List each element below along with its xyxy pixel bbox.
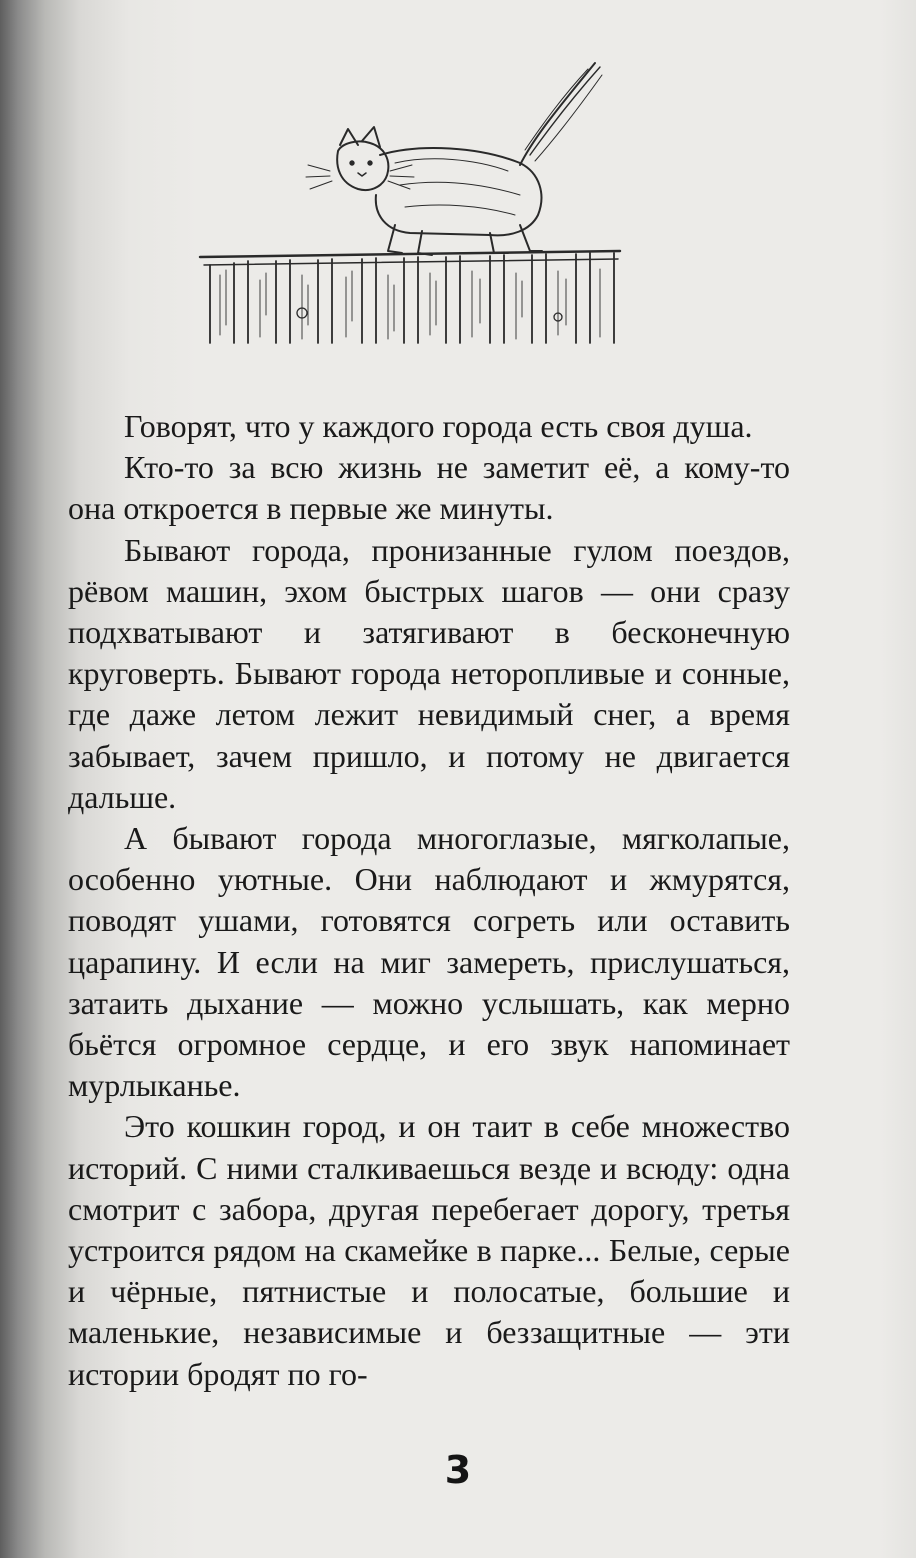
cat-on-fence-icon (190, 55, 630, 345)
cat-on-fence-illustration (190, 55, 630, 345)
paragraph: Говорят, что у каждого города есть своя душа. (124, 408, 753, 444)
page-number: 3 (444, 1448, 472, 1492)
body-text (68, 406, 790, 1395)
paragraph: Кто-то за всю жизнь не заметит её, а кому-то она откроется в первые же минуты. (68, 449, 790, 527)
paragraph: А бывают города многоглазые, мягколапые, особенно уютные. Они наблюдают и жмурятся, поводят ушами, готовятся согреть или оставить царапину. И если на миг замереть, прислушаться, затаить дыхание — можно услышать, как мерно бьётся огромное сердце, и его звук напоминает мурлыканье. (68, 820, 790, 1104)
paragraph: Бывают города, пронизанные гулом поездов, рёвом машин, эхом быстрых шагов — они сразу подхватывают и затягивают в бесконечную круговерть. Бывают города неторопливые и сонные, где даже летом лежит невидимый снег, а время забывает, зачем пришло, и потому не двигается дальше. (68, 531, 790, 815)
paragraph: Это кошкин город, и он таит в себе множество историй. С ними сталкиваешься везде и всюду: одна смотрит с забора, другая перебегает дорогу, третья устроится рядом на скамейке в парке... Белые, серые и чёрные, пятнистые и полосатые, большие и маленькие, независимые и беззащитные — эти истории бродят по го- (68, 1108, 790, 1392)
